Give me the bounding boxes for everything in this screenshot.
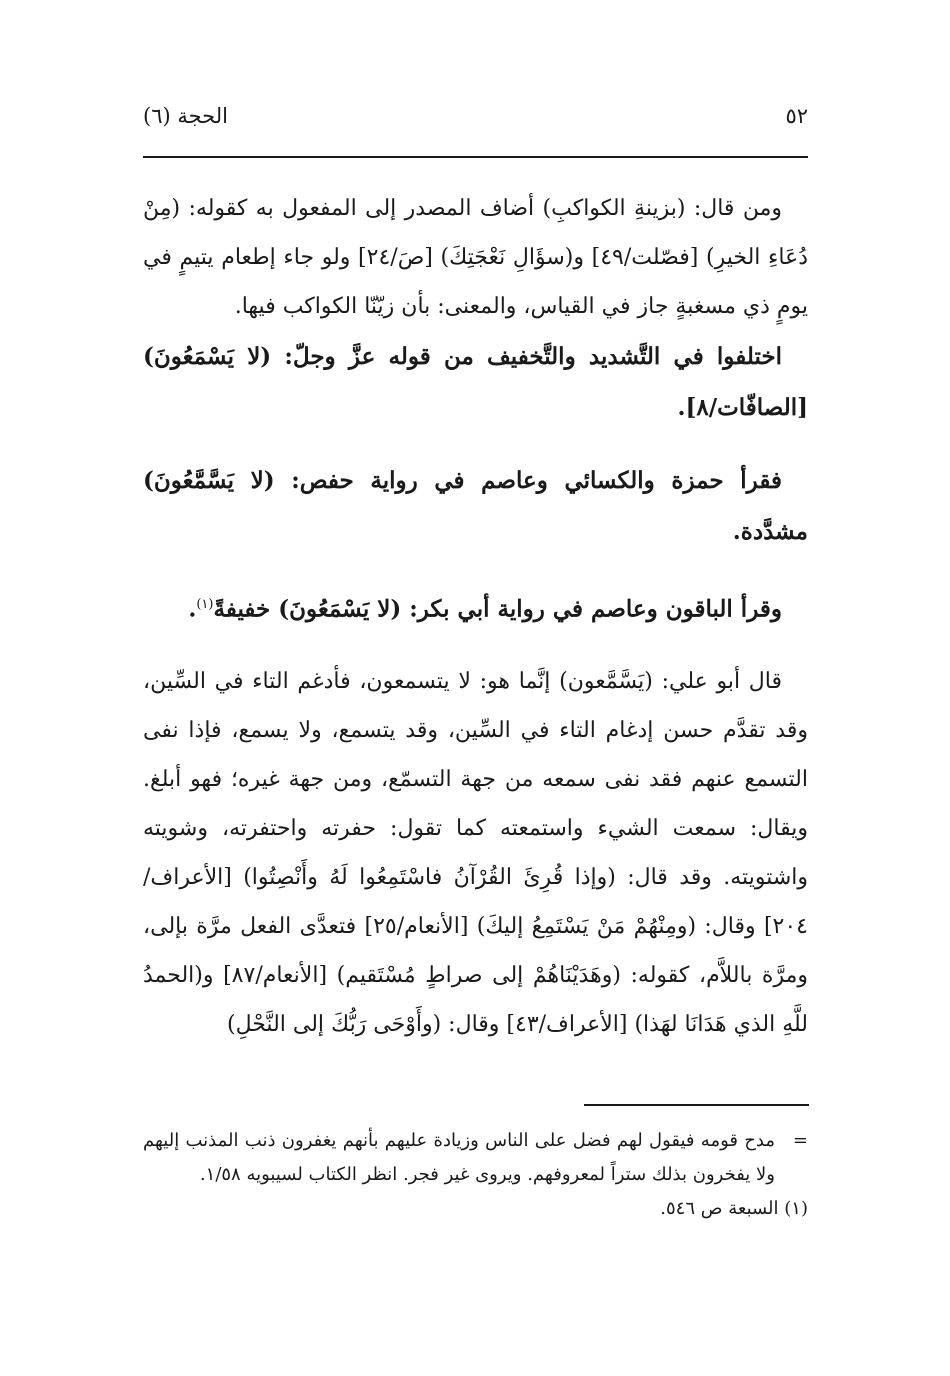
page-header [143,100,808,158]
main-text [143,184,808,1049]
paragraph-5: قال أبو علي: (يَسَّمَّعون) إنَّما هو: لا يتسمعون، فأدغم التاء في السِّين، وقد تقدَّم حسن إدغام التاء في السِّين، وقد يتسمع، ولا يسمع، فإذا نفى التسمع عنهم فقد نفى سمعه من جهة التسمّع، ومن جهة غيره؛ فهو أبلغ. ويقال: سمعت الشيء واستمعته كما تقول: حفرته واحتفرته، وشويته واشتويته. وقد قال: (وإذا قُرِئَ القُرْآنُ فاسْتَمِعُوا لَهُ وأَنْصِتُوا) [الأعراف/٢٠٤] وقال: (ومِنْهُمْ مَنْ يَسْتَمِعُ إليكَ) [الأنعام/٢٥] فتعدَّى الفعل مرَّة بإلى، ومرَّة باللاَّم، كقوله: (وهَدَيْنَاهُمْ إلى صراطٍ مُسْتَقيم) [الأنعام/٨٧] و(الحمدُ للَّهِ الذي هَدَانَا لهَذا) [الأعراف/٤٣] وقال: (وأَوْحَى رَبُّكَ إلى النَّحْلِ) [143,668,808,1037]
footnotes [143,1124,808,1226]
page-number: ٥٢ [785,104,808,128]
continuation-mark: = [792,1130,808,1151]
footnote-1: (١) السبعة ص ٥٤٦. [660,1198,808,1219]
paragraph-1: ومن قال: (بزينةِ الكواكبِ) أضاف المصدر إلى المفعول به كقوله: (مِنْ دُعَاءِ الخيرِ) [فصّلت/٤٩] و(سؤَالِ نَعْجَتِكَ) [صَ/٢٤] ولو جاء إطعام يتيمٍ في يومٍ ذي مسغبةٍ جاز في القياس، والمعنى: بأن زيّنّا الكواكب فيها. [143,196,809,319]
running-title: الحجة (٦) [143,104,228,128]
paragraph-3: فقرأ حمزة والكسائي وعاصم في رواية حفص: (لا يَسَّمَّعُونَ) مشدَّدة. [143,467,808,545]
paragraph-4-end: . [188,595,197,623]
paragraph-4 [143,579,808,635]
paragraph-4-text: وقرأ الباقون وعاصم في رواية أبي بكر: (لا يَسْمَعُونَ) خفيفةً [213,595,782,623]
paragraph-2: اختلفوا في التَّشديد والتَّخفيف من قوله عزَّ وجلّ: (لا يَسْمَعُونَ) [الصافّات/٨]. [143,343,808,421]
footnote-continuation-text: مدح قومه فيقول لهم فضل على الناس وزيادة عليهم بأنهم يغفرون ذنب المذنب إليهم ولا يفخرون بذلك ستراً لمعروفهم. ويروى غير فجر. انظر الكتاب لسيبويه ١/٥٨. [143,1130,775,1185]
footnote-divider [584,1104,809,1106]
footnote-reference[interactable]: (١) [196,597,214,612]
footnote-continuation [143,1124,808,1192]
